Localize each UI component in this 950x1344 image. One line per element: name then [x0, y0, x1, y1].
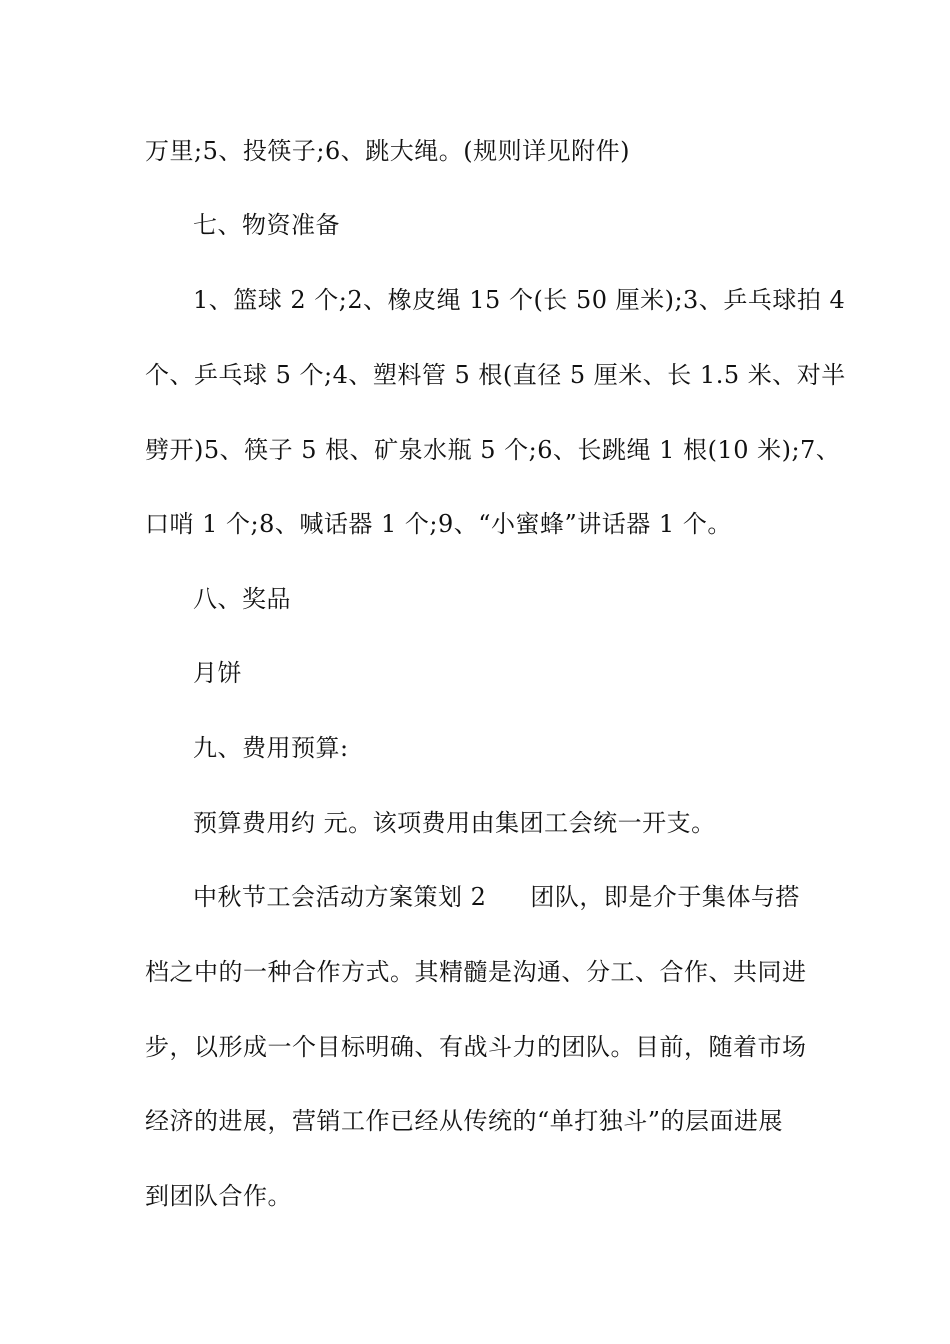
body-text-line: 到团队合作。: [145, 1182, 292, 1210]
body-text-line: 口哨 1 个;8、喊话器 1 个;9、“小蜜蜂”讲话器 1 个。: [145, 510, 732, 538]
body-text-line: [193, 881, 810, 913]
body-text-line: 个、乒乓球 5 个;4、塑料管 5 根(直径 5 厘米、长 1.5 米、对半: [145, 361, 846, 389]
body-text-line: 经济的进展，营销工作已经从传统的“单打独斗”的层面进展: [145, 1107, 784, 1135]
section-heading: 七、物资准备: [193, 211, 340, 239]
section-heading: 九、费用预算:: [193, 734, 349, 762]
body-text-line: 万里;5、投筷子;6、跳大绳。(规则详见附件): [145, 137, 630, 165]
body-text-line: 劈开)5、筷子 5 根、矿泉水瓶 5 个;6、长跳绳 1 根(10 米);7、: [145, 436, 841, 464]
body-text-line: 预算费用约 元。该项费用由集团工会统一开支。: [193, 809, 716, 837]
body-text-line: 档之中的一种合作方式。其精髓是沟通、分工、合作、共同进: [145, 958, 807, 986]
body-text-fragment: 团队，即是介于集体与搭: [530, 883, 800, 911]
section-heading: 八、奖品: [193, 585, 291, 613]
body-text-line: 步，以形成一个目标明确、有战斗力的团队。目前，随着市场: [145, 1033, 807, 1061]
body-text-line: 月饼: [193, 659, 242, 687]
document-title: 中秋节工会活动方案策划 2: [193, 883, 487, 911]
body-text-line: 1、篮球 2 个;2、橡皮绳 15 个(长 50 厘米);3、乒乓球拍 4: [193, 286, 846, 314]
